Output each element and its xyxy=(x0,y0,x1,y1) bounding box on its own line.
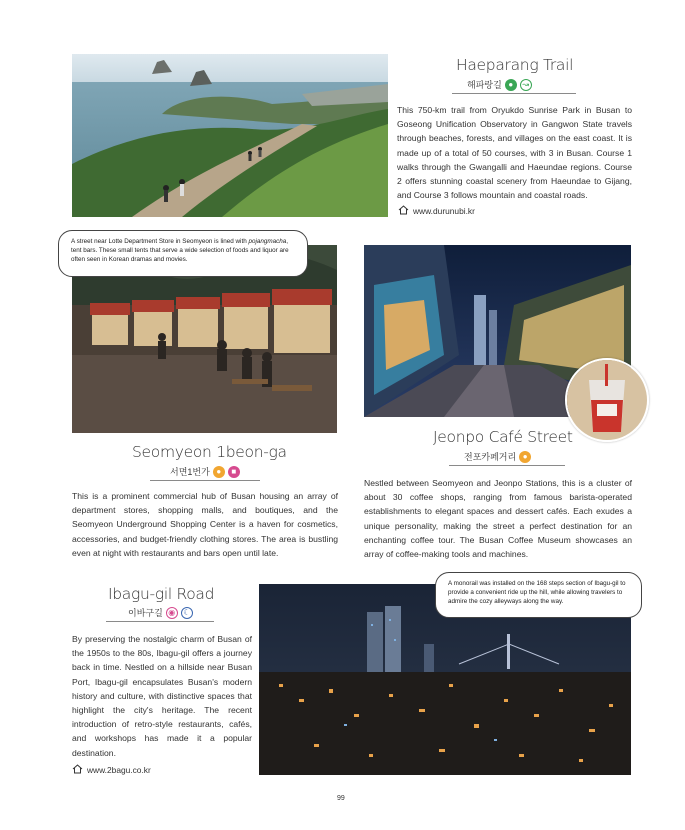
jeonpo-korean-label xyxy=(464,450,531,463)
seomyeon-body: This is a prominent commercial hub of Busan housing an array of department stores, shopping malls, and boutiques, and the Seomyeon Underground Shopping Center is a haven for cosmetics, accessories, and budget-friendly clothing stores. The area is bustling even at night with restaurants and bars open until late. xyxy=(72,491,338,558)
haeparang-divider xyxy=(452,93,576,94)
haeparang-korean-text: 해파랑길 xyxy=(467,80,502,90)
haeparang-korean-label xyxy=(467,78,532,91)
ibagu-body: By preserving the nostalgic charm of Busan of the 1950s to the 80s, Ibagu-gil offers a journey back in time. Nestled on a hillside near Busan Port, Ibagu-gil encapsulates Busan's modern history and culture, with distinctive spaces that highlight the city's heritage. The recent introduction of retro-style restaurants, cafés, and workshops has made it a popular destination. xyxy=(72,634,252,758)
iced-coffee-cup-photo xyxy=(565,358,649,442)
haeparang-body: This 750-km trail from Oryukdo Sunrise Park in Busan to Goseong Unification Observatory in Gangwon State travels through beaches, forests, and villages on the east coast. It is made up of a total of 50 courses, with 3 in Busan. Course 1 walks through the Gwangalli and Haeundae regions. Course 2 offers stunning coastal scenery from Haeundae to Gijang, and Course 3 follows mountain and coastal roads. xyxy=(397,105,632,201)
hiking-icon: ↝ xyxy=(520,79,532,91)
page-number: 99 xyxy=(337,795,345,802)
ibagu-url-text[interactable]: www.2bagu.co.kr xyxy=(87,765,151,775)
seomyeon-bubble-italic: pojangmacha xyxy=(248,238,287,245)
seomyeon-title: Seomyeon 1beon-ga xyxy=(132,443,287,461)
ibagu-korean-text: 이바구길 xyxy=(128,608,163,618)
seomyeon-bubble-text-start: A street near Lotte Department Store in Seomyeon is lined with xyxy=(71,238,249,245)
haeparang-trail-photo xyxy=(72,54,388,217)
ibagu-divider xyxy=(106,621,214,622)
shopping-bag-icon: ■ xyxy=(228,466,240,478)
haeparang-url-text[interactable]: www.durunubi.kr xyxy=(413,206,475,216)
ibagu-speech-bubble: A monorail was installed on the 168 steps section of Ibagu-gil to provide a convenient ride up the hill, while allowing travelers to admire the cozy alleyways along the way. xyxy=(435,572,642,618)
jeonpo-divider xyxy=(449,465,565,466)
jeonpo-korean-text: 전포카페거리 xyxy=(464,452,517,462)
restaurant-icon: ● xyxy=(213,466,225,478)
jeonpo-title: Jeonpo Café Street xyxy=(433,428,573,446)
ibagu-url[interactable] xyxy=(72,764,151,776)
seomyeon-korean-text: 서면1번가 xyxy=(170,467,210,477)
seomyeon-divider xyxy=(150,480,260,481)
home-icon xyxy=(72,764,83,776)
home-icon xyxy=(398,205,409,217)
restaurant-icon: ● xyxy=(505,79,517,91)
haeparang-title: Haeparang Trail xyxy=(456,56,574,74)
camera-icon: ◉ xyxy=(166,607,178,619)
seomyeon-speech-bubble xyxy=(58,230,308,277)
seomyeon-korean-label xyxy=(170,465,240,478)
jeonpo-body: Nestled between Seomyeon and Jeonpo Stations, this is a cluster of about 30 coffee shops, ranging from famous barista-operated establishments to elegant spaces and dessert cafés. Each exudes a unique personality, making the street a perfect destination for an enchanting coffee tour. The Busan Coffee Museum showcases an array of coffee-making tools and machines. xyxy=(364,478,632,560)
haeparang-url[interactable] xyxy=(398,205,475,217)
seomyeon-bubble-text-end: , tent bars. These small tents that serve a wide selection of foods and liquor are often seen in Korean dramas and movies. xyxy=(71,238,289,263)
night-moon-icon: ☾ xyxy=(181,607,193,619)
ibagu-korean-label xyxy=(128,606,193,619)
ibagu-title: Ibagu-gil Road xyxy=(108,585,215,603)
restaurant-icon: ● xyxy=(519,451,531,463)
